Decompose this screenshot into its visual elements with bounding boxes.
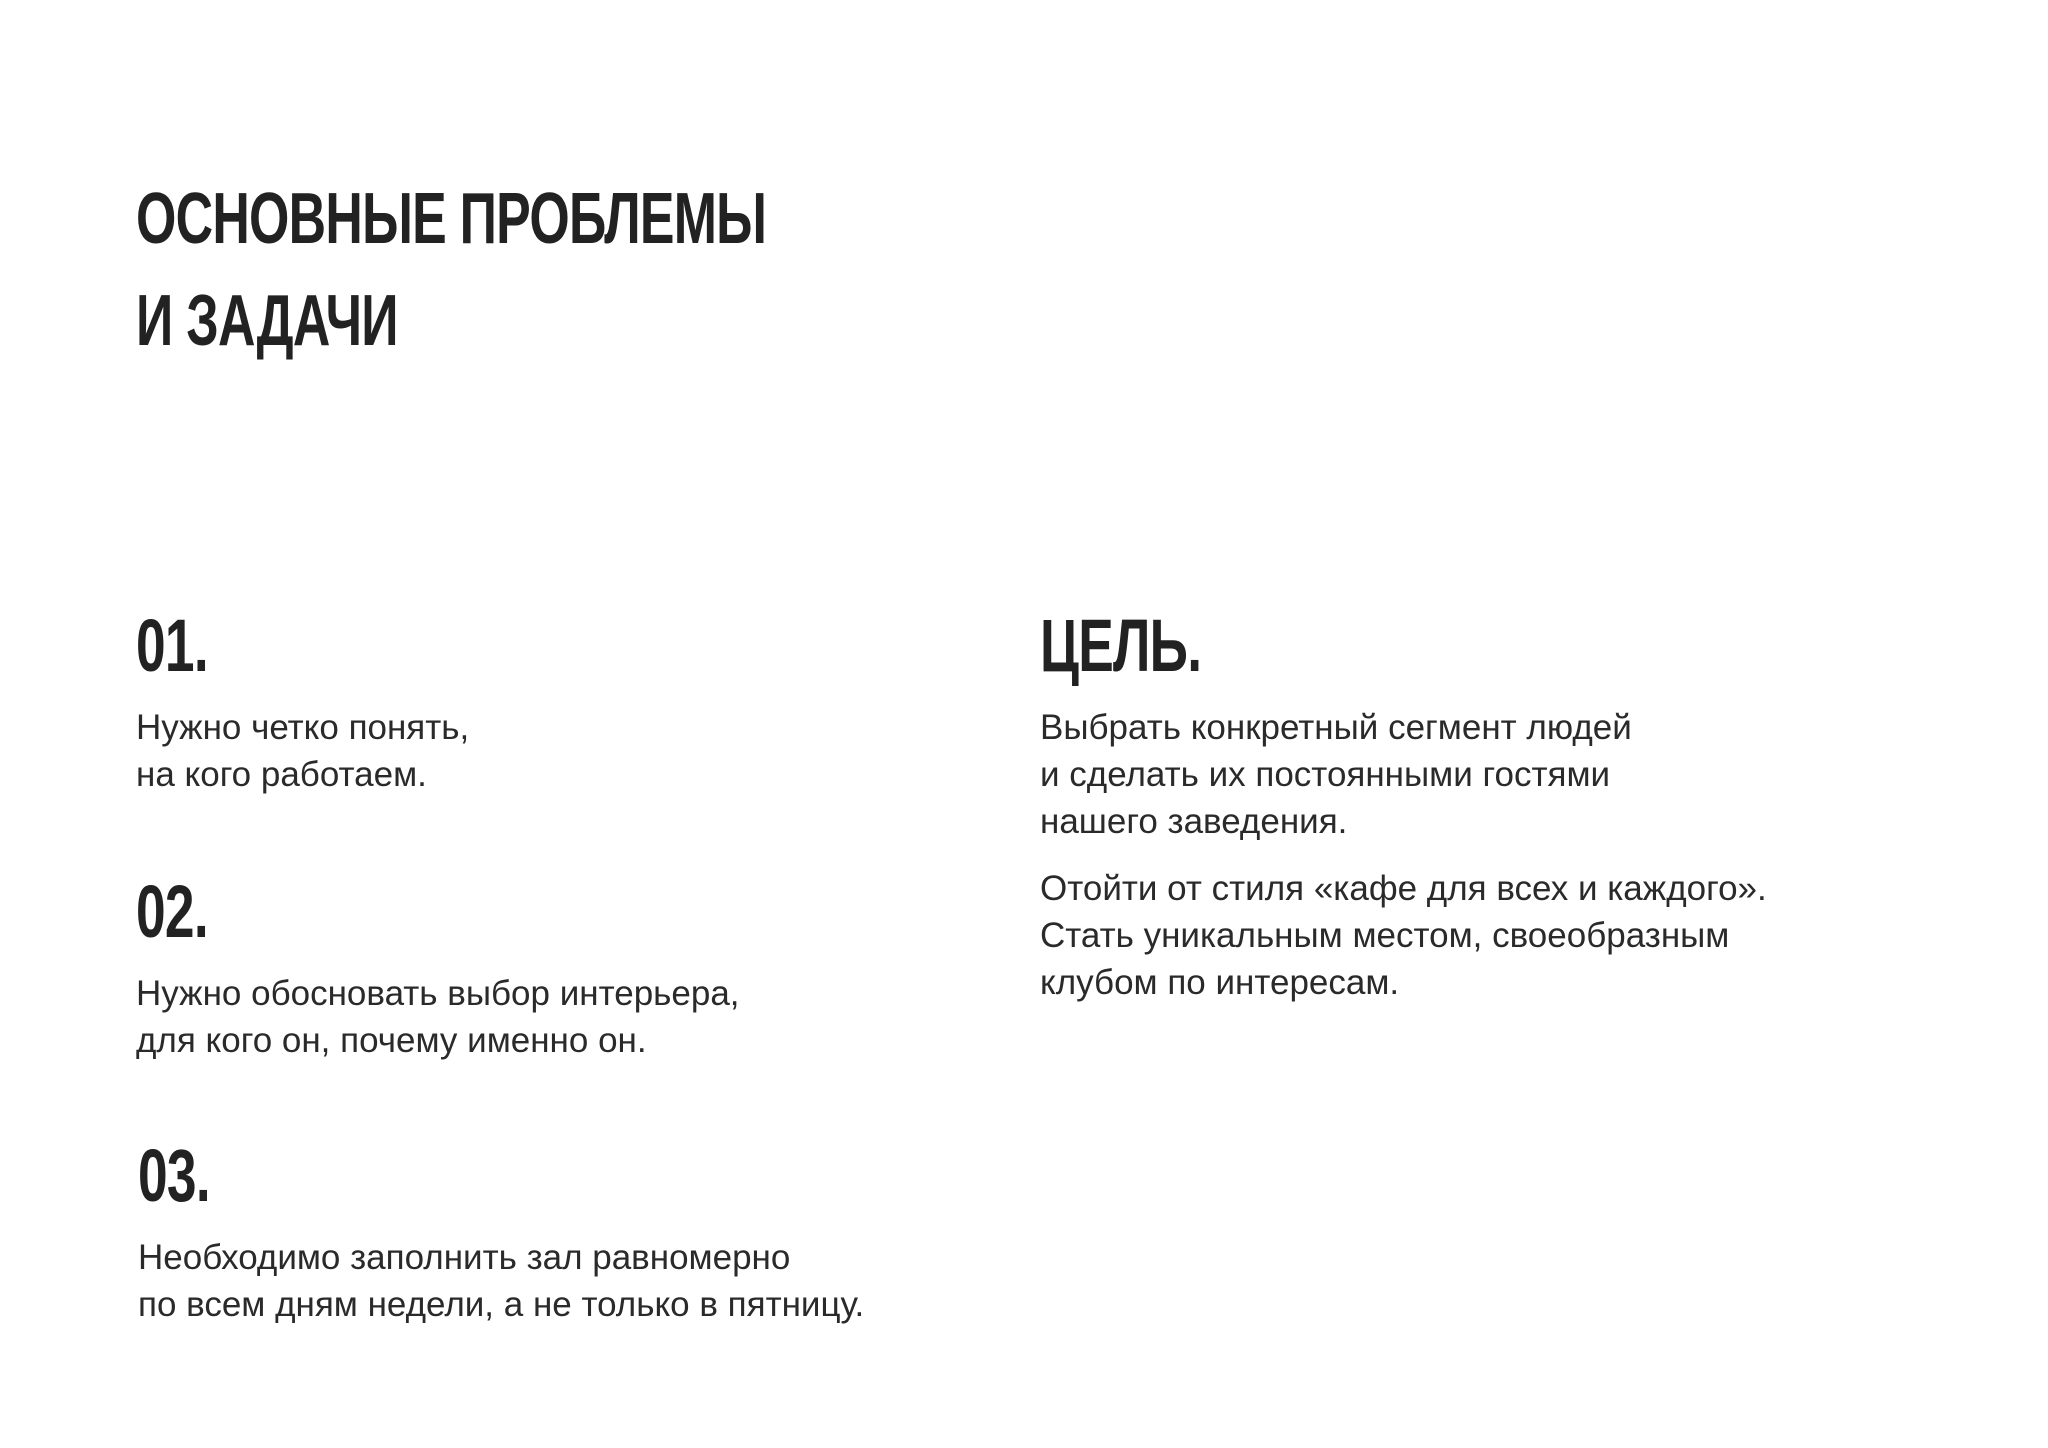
problem-text-line: Нужно обосновать выбор интерьера,: [136, 974, 740, 1013]
problem-text-line: по всем дням недели, а не только в пятницу.: [138, 1285, 865, 1324]
goal-paragraph-1: [1040, 704, 1940, 845]
goal-text-line: Отойти от стиля «кафе для всех и каждого».: [1040, 869, 1767, 908]
problem-text: [136, 970, 1036, 1064]
goal-text-line: и сделать их постоянными гостями: [1040, 755, 1611, 794]
problem-text: [138, 1234, 1038, 1328]
problem-text-line: для кого он, почему именно он.: [136, 1021, 647, 1060]
problem-text-line: на кого работаем.: [136, 755, 427, 794]
goal-text-line: Выбрать конкретный сегмент людей: [1040, 708, 1632, 747]
goal-text-line: клубом по интересам.: [1040, 963, 1400, 1002]
problem-1: [136, 606, 1036, 798]
goal-section: [1040, 606, 1940, 1006]
goal-text-line: Стать уникальным местом, своеобразным: [1040, 916, 1730, 955]
problem-text-line: Необходимо заполнить зал равномерно: [138, 1238, 791, 1277]
problem-text-line: Нужно четко понять,: [136, 708, 470, 747]
goal-paragraph-2: [1040, 865, 1940, 1006]
goal-heading: ЦЕЛЬ.: [1040, 604, 1202, 687]
problem-text: [136, 704, 1036, 798]
problem-number: 01.: [136, 604, 208, 687]
page-title: [136, 168, 766, 372]
problem-number: 03.: [138, 1134, 210, 1217]
goal-text-line: нашего заведения.: [1040, 802, 1348, 841]
title-line-2: И ЗАДАЧИ: [136, 281, 398, 361]
problem-2: [136, 872, 1036, 1064]
title-line-1: ОСНОВНЫЕ ПРОБЛЕМЫ: [136, 179, 767, 259]
problem-number: 02.: [136, 870, 208, 953]
problem-3: [138, 1136, 1038, 1328]
